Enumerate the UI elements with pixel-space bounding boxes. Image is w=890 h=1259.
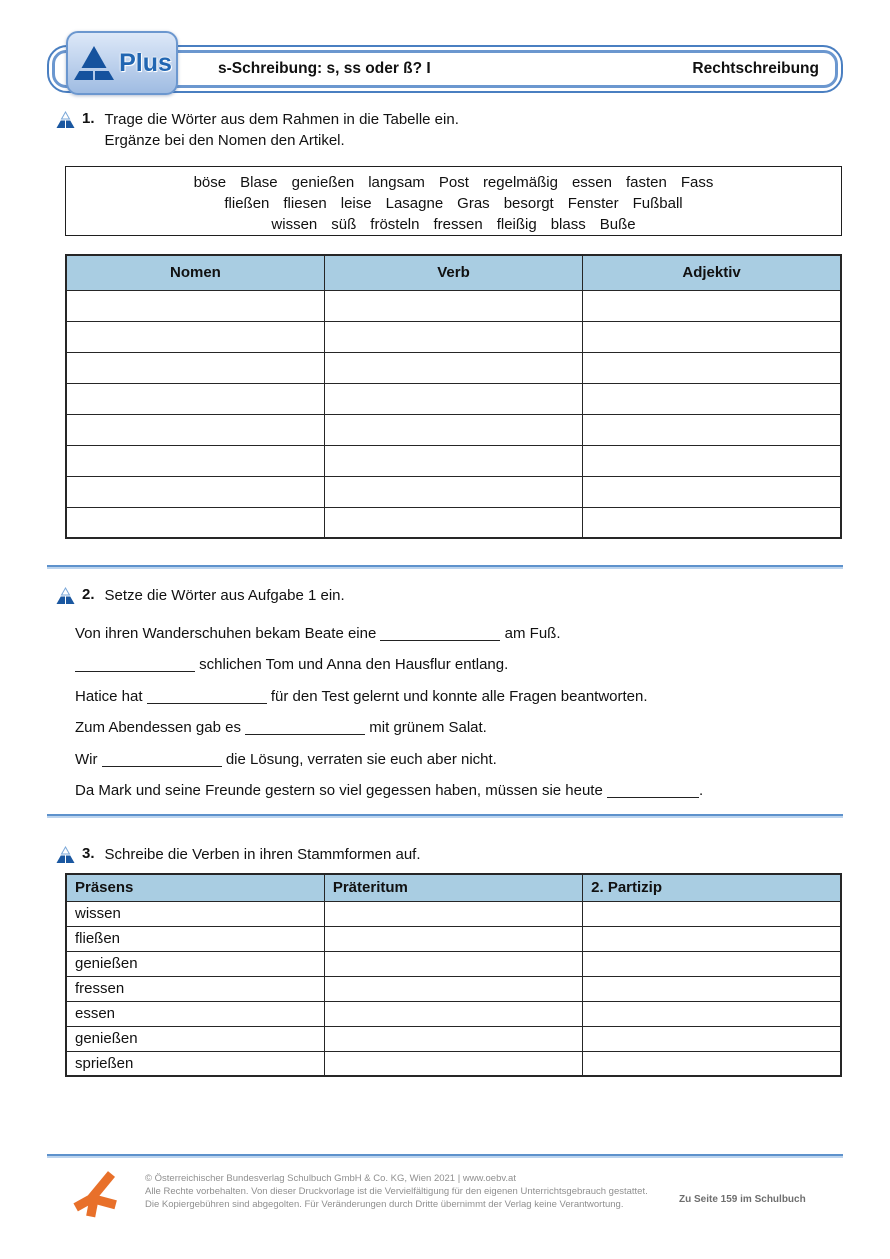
verb-row: [66, 901, 841, 926]
word: süß: [331, 216, 357, 233]
empty-cell: [324, 1026, 582, 1051]
task1-instruction-line1: Trage die Wörter aus dem Rahmen in die Tabelle ein.: [104, 111, 459, 128]
word: regelmäßig: [482, 174, 558, 191]
empty-cell: [324, 951, 582, 976]
sentence-text: am Fuß.: [500, 625, 561, 642]
section-divider: [47, 814, 843, 818]
praesens-cell: sprießen: [66, 1051, 324, 1076]
empty-cell: [583, 1026, 841, 1051]
table1-row: [66, 507, 841, 538]
fill-in-sentences: [75, 618, 855, 806]
sentence-text: Hatice hat: [75, 687, 147, 705]
empty-cell: [324, 507, 582, 538]
footer-divider: [47, 1154, 843, 1158]
word: blass: [550, 216, 586, 233]
word: fleißig: [496, 216, 537, 233]
empty-cell: [583, 1051, 841, 1076]
empty-cell: [583, 901, 841, 926]
verb-row: [66, 926, 841, 951]
word: fließen: [224, 195, 270, 212]
blank-line: [147, 692, 267, 704]
empty-cell: [66, 321, 324, 352]
sentence-text: schlichen Tom und Anna den Hausflur entlang.: [195, 656, 509, 674]
schoolbook-page-reference: Zu Seite 159 im Schulbuch: [679, 1194, 806, 1205]
empty-cell: [324, 290, 582, 321]
word: fressen: [433, 216, 483, 233]
word: Post: [438, 174, 469, 191]
fill-in-sentence: [75, 618, 855, 649]
word: Blase: [240, 174, 278, 191]
empty-cell: [66, 290, 324, 321]
blank-line: [380, 629, 500, 641]
blank-line: [75, 660, 195, 672]
praesens-cell: genießen: [66, 951, 324, 976]
blank-line: [607, 786, 699, 798]
oebv-logo-icon: [69, 1169, 119, 1219]
sentence-text: Da Mark und seine Freunde gestern so viel gegessen haben, müssen sie heute: [75, 782, 607, 800]
empty-cell: [324, 901, 582, 926]
triangle-logo-icon: [72, 43, 116, 83]
sentence-text: die Lösung, verraten sie euch aber nicht.: [221, 750, 497, 768]
empty-cell: [66, 476, 324, 507]
verb-row: [66, 1051, 841, 1076]
empty-cell: [583, 951, 841, 976]
word: Fußball: [632, 195, 683, 212]
empty-cell: [583, 476, 841, 507]
classification-table: [65, 254, 842, 539]
table3-column-header: Präsens: [66, 874, 324, 901]
sentence-text: Von ihren Wanderschuhen bekam Beate eine: [75, 625, 381, 642]
table1-body: [66, 290, 841, 538]
sentence-text: für den Test gelernt und konnte alle Fragen beantworten.: [266, 687, 648, 705]
sentence-text: .: [699, 782, 704, 800]
blank-line: [245, 723, 365, 735]
word: böse: [193, 174, 227, 191]
empty-cell: [324, 476, 582, 507]
empty-cell: [324, 414, 582, 445]
table1-row: [66, 476, 841, 507]
sentence-text: Wir: [75, 750, 102, 768]
empty-cell: [324, 445, 582, 476]
word-box-line: [66, 214, 841, 235]
category-label: Rechtschreibung: [692, 60, 819, 77]
copyright-line: Die Kopiergebühren sind abgegolten. Für Veränderungen durch Dritte übernimmt der Verlag keine Verantwortung.: [145, 1199, 624, 1210]
section-divider: [47, 565, 843, 569]
table1-row: [66, 414, 841, 445]
table1-row: [66, 290, 841, 321]
empty-cell: [66, 445, 324, 476]
word-box: [65, 166, 842, 236]
word: besorgt: [503, 195, 554, 212]
word: langsam: [368, 174, 425, 191]
word: essen: [571, 174, 612, 191]
table3-header-row: [66, 874, 841, 901]
worksheet-title: s-Schreibung: s, ss oder ß? I: [218, 60, 431, 77]
verb-row: [66, 1026, 841, 1051]
word-box-line: [66, 172, 841, 193]
task-triangle-icon: [55, 111, 76, 129]
table1-column-header: Nomen: [66, 255, 324, 290]
empty-cell: [583, 976, 841, 1001]
task2-number: 2.: [82, 586, 95, 603]
fill-in-sentence: [75, 649, 855, 680]
empty-cell: [583, 321, 841, 352]
empty-cell: [583, 352, 841, 383]
empty-cell: [66, 352, 324, 383]
table3-body: [66, 901, 841, 1076]
word: fasten: [626, 174, 667, 191]
word: wissen: [271, 216, 318, 233]
praesens-cell: fressen: [66, 976, 324, 1001]
empty-cell: [583, 926, 841, 951]
blank-line: [102, 755, 222, 767]
empty-cell: [324, 1051, 582, 1076]
task2-header: [55, 586, 345, 607]
copyright-line: © Österreichischer Bundesverlag Schulbuch GmbH & Co. KG, Wien 2021 | www.oebv.at: [145, 1173, 516, 1184]
word: genießen: [291, 174, 355, 191]
empty-cell: [583, 414, 841, 445]
empty-cell: [583, 507, 841, 538]
copyright-line: Alle Rechte vorbehalten. Von dieser Druckvorlage ist die Vervielfältigung für den eigenen Unterrichtsgebrauch gestattet.: [145, 1186, 648, 1197]
verb-row: [66, 1001, 841, 1026]
task3-instruction: Schreibe die Verben in ihren Stammformen auf.: [104, 846, 421, 863]
fill-in-sentence: [75, 744, 855, 775]
table1-row: [66, 383, 841, 414]
praesens-cell: fließen: [66, 926, 324, 951]
praesens-cell: wissen: [66, 901, 324, 926]
word: Buße: [599, 216, 636, 233]
task1-number: 1.: [82, 110, 95, 127]
table1-row: [66, 445, 841, 476]
empty-cell: [583, 383, 841, 414]
task-triangle-icon: [55, 846, 76, 864]
plus-logo: [66, 31, 178, 95]
empty-cell: [583, 1001, 841, 1026]
empty-cell: [324, 352, 582, 383]
task1-instruction-line2: Ergänze bei den Nomen den Artikel.: [104, 131, 345, 149]
table1-column-header: Verb: [324, 255, 582, 290]
verb-row: [66, 976, 841, 1001]
empty-cell: [66, 414, 324, 445]
word: leise: [340, 195, 372, 212]
verb-forms-table: [65, 873, 842, 1077]
verb-row: [66, 951, 841, 976]
word: Fass: [680, 174, 714, 191]
empty-cell: [324, 383, 582, 414]
fill-in-sentence: [75, 775, 855, 806]
empty-cell: [66, 507, 324, 538]
task1-instruction: [105, 110, 459, 151]
fill-in-sentence: [75, 712, 855, 743]
table1-row: [66, 321, 841, 352]
word: Gras: [457, 195, 490, 212]
praesens-cell: genießen: [66, 1026, 324, 1051]
task3-header: [55, 845, 421, 866]
empty-cell: [324, 1001, 582, 1026]
fill-in-sentence: [75, 681, 855, 712]
word: Fenster: [567, 195, 619, 212]
praesens-cell: essen: [66, 1001, 324, 1026]
empty-cell: [324, 321, 582, 352]
empty-cell: [324, 976, 582, 1001]
word-box-line: [66, 193, 841, 214]
word: fliesen: [283, 195, 327, 212]
table1-row: [66, 352, 841, 383]
table1-head: [66, 255, 841, 290]
word: frösteln: [370, 216, 420, 233]
empty-cell: [324, 926, 582, 951]
task1-header: [55, 110, 459, 151]
empty-cell: [583, 445, 841, 476]
table3-column-header: Präteritum: [324, 874, 582, 901]
plus-logo-text: Plus: [119, 48, 172, 77]
sentence-text: Zum Abendessen gab es: [75, 719, 246, 737]
empty-cell: [66, 383, 324, 414]
table1-column-header: Adjektiv: [583, 255, 841, 290]
task-triangle-icon: [55, 587, 76, 605]
task3-number: 3.: [82, 845, 95, 862]
sentence-text: mit grünem Salat.: [365, 719, 487, 737]
table3-column-header: 2. Partizip: [583, 874, 841, 901]
footer-copyright: [145, 1172, 690, 1211]
task2-instruction: Setze die Wörter aus Aufgabe 1 ein.: [104, 587, 345, 604]
table3-head: [66, 874, 841, 901]
table1-header-row: [66, 255, 841, 290]
empty-cell: [583, 290, 841, 321]
word: Lasagne: [385, 195, 444, 212]
